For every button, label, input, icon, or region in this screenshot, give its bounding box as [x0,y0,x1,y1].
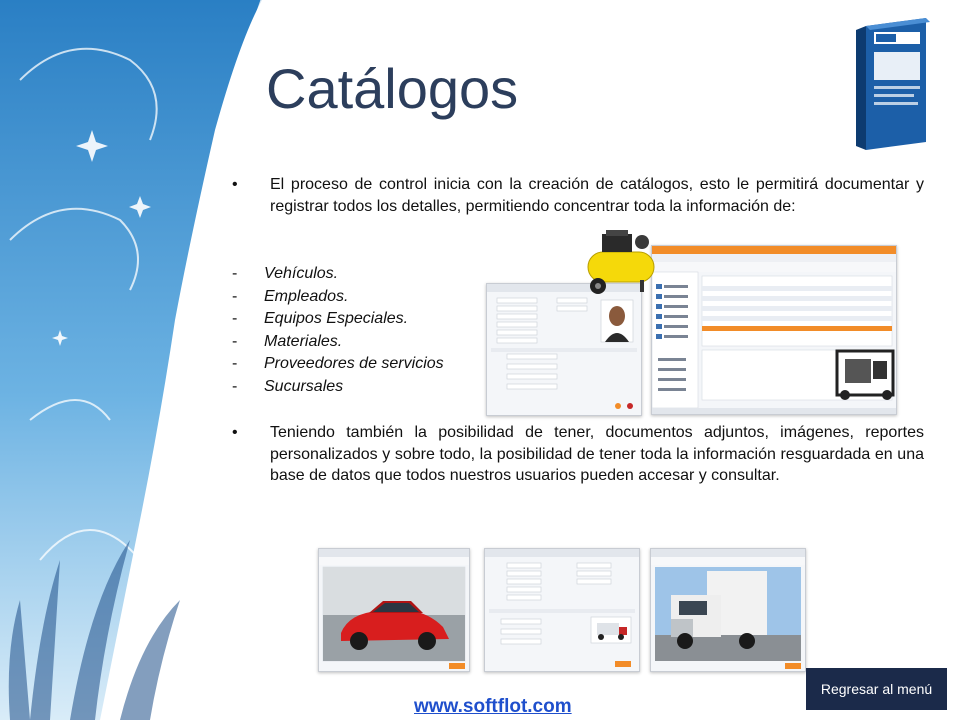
vehicle-form-screenshot [484,548,640,672]
bullet-marker: • [232,424,238,441]
back-to-menu-button[interactable]: Regresar al menú [806,668,947,710]
slide-title: Catálogos [266,57,519,120]
intro-text: El proceso de control inicia con la creación de catálogos, esto le permitirá documentar y registrar todos los detalles, permitiendo concentrar toda la información de: [270,176,924,215]
bullet-marker: • [232,176,238,193]
car-image-screenshot [318,548,470,672]
features-paragraph [232,422,924,487]
air-compressor-icon [584,228,660,296]
employee-form-screenshot [486,283,642,416]
truck-image-screenshot [650,548,806,672]
decorative-floral-background [0,0,262,720]
generator-icon [835,349,897,401]
features-text: Teniendo también la posibilidad de tener, documentos adjuntos, imágenes, reportes personalizados y sobre todo, la posibilidad de tener toda la información resguardada en una base de datos que todos nuestros usuarios pueden accesar y consultar. [270,424,924,484]
website-link[interactable]: www.softflot.com [414,696,572,717]
intro-paragraph [232,174,924,217]
product-box-icon [856,18,940,150]
